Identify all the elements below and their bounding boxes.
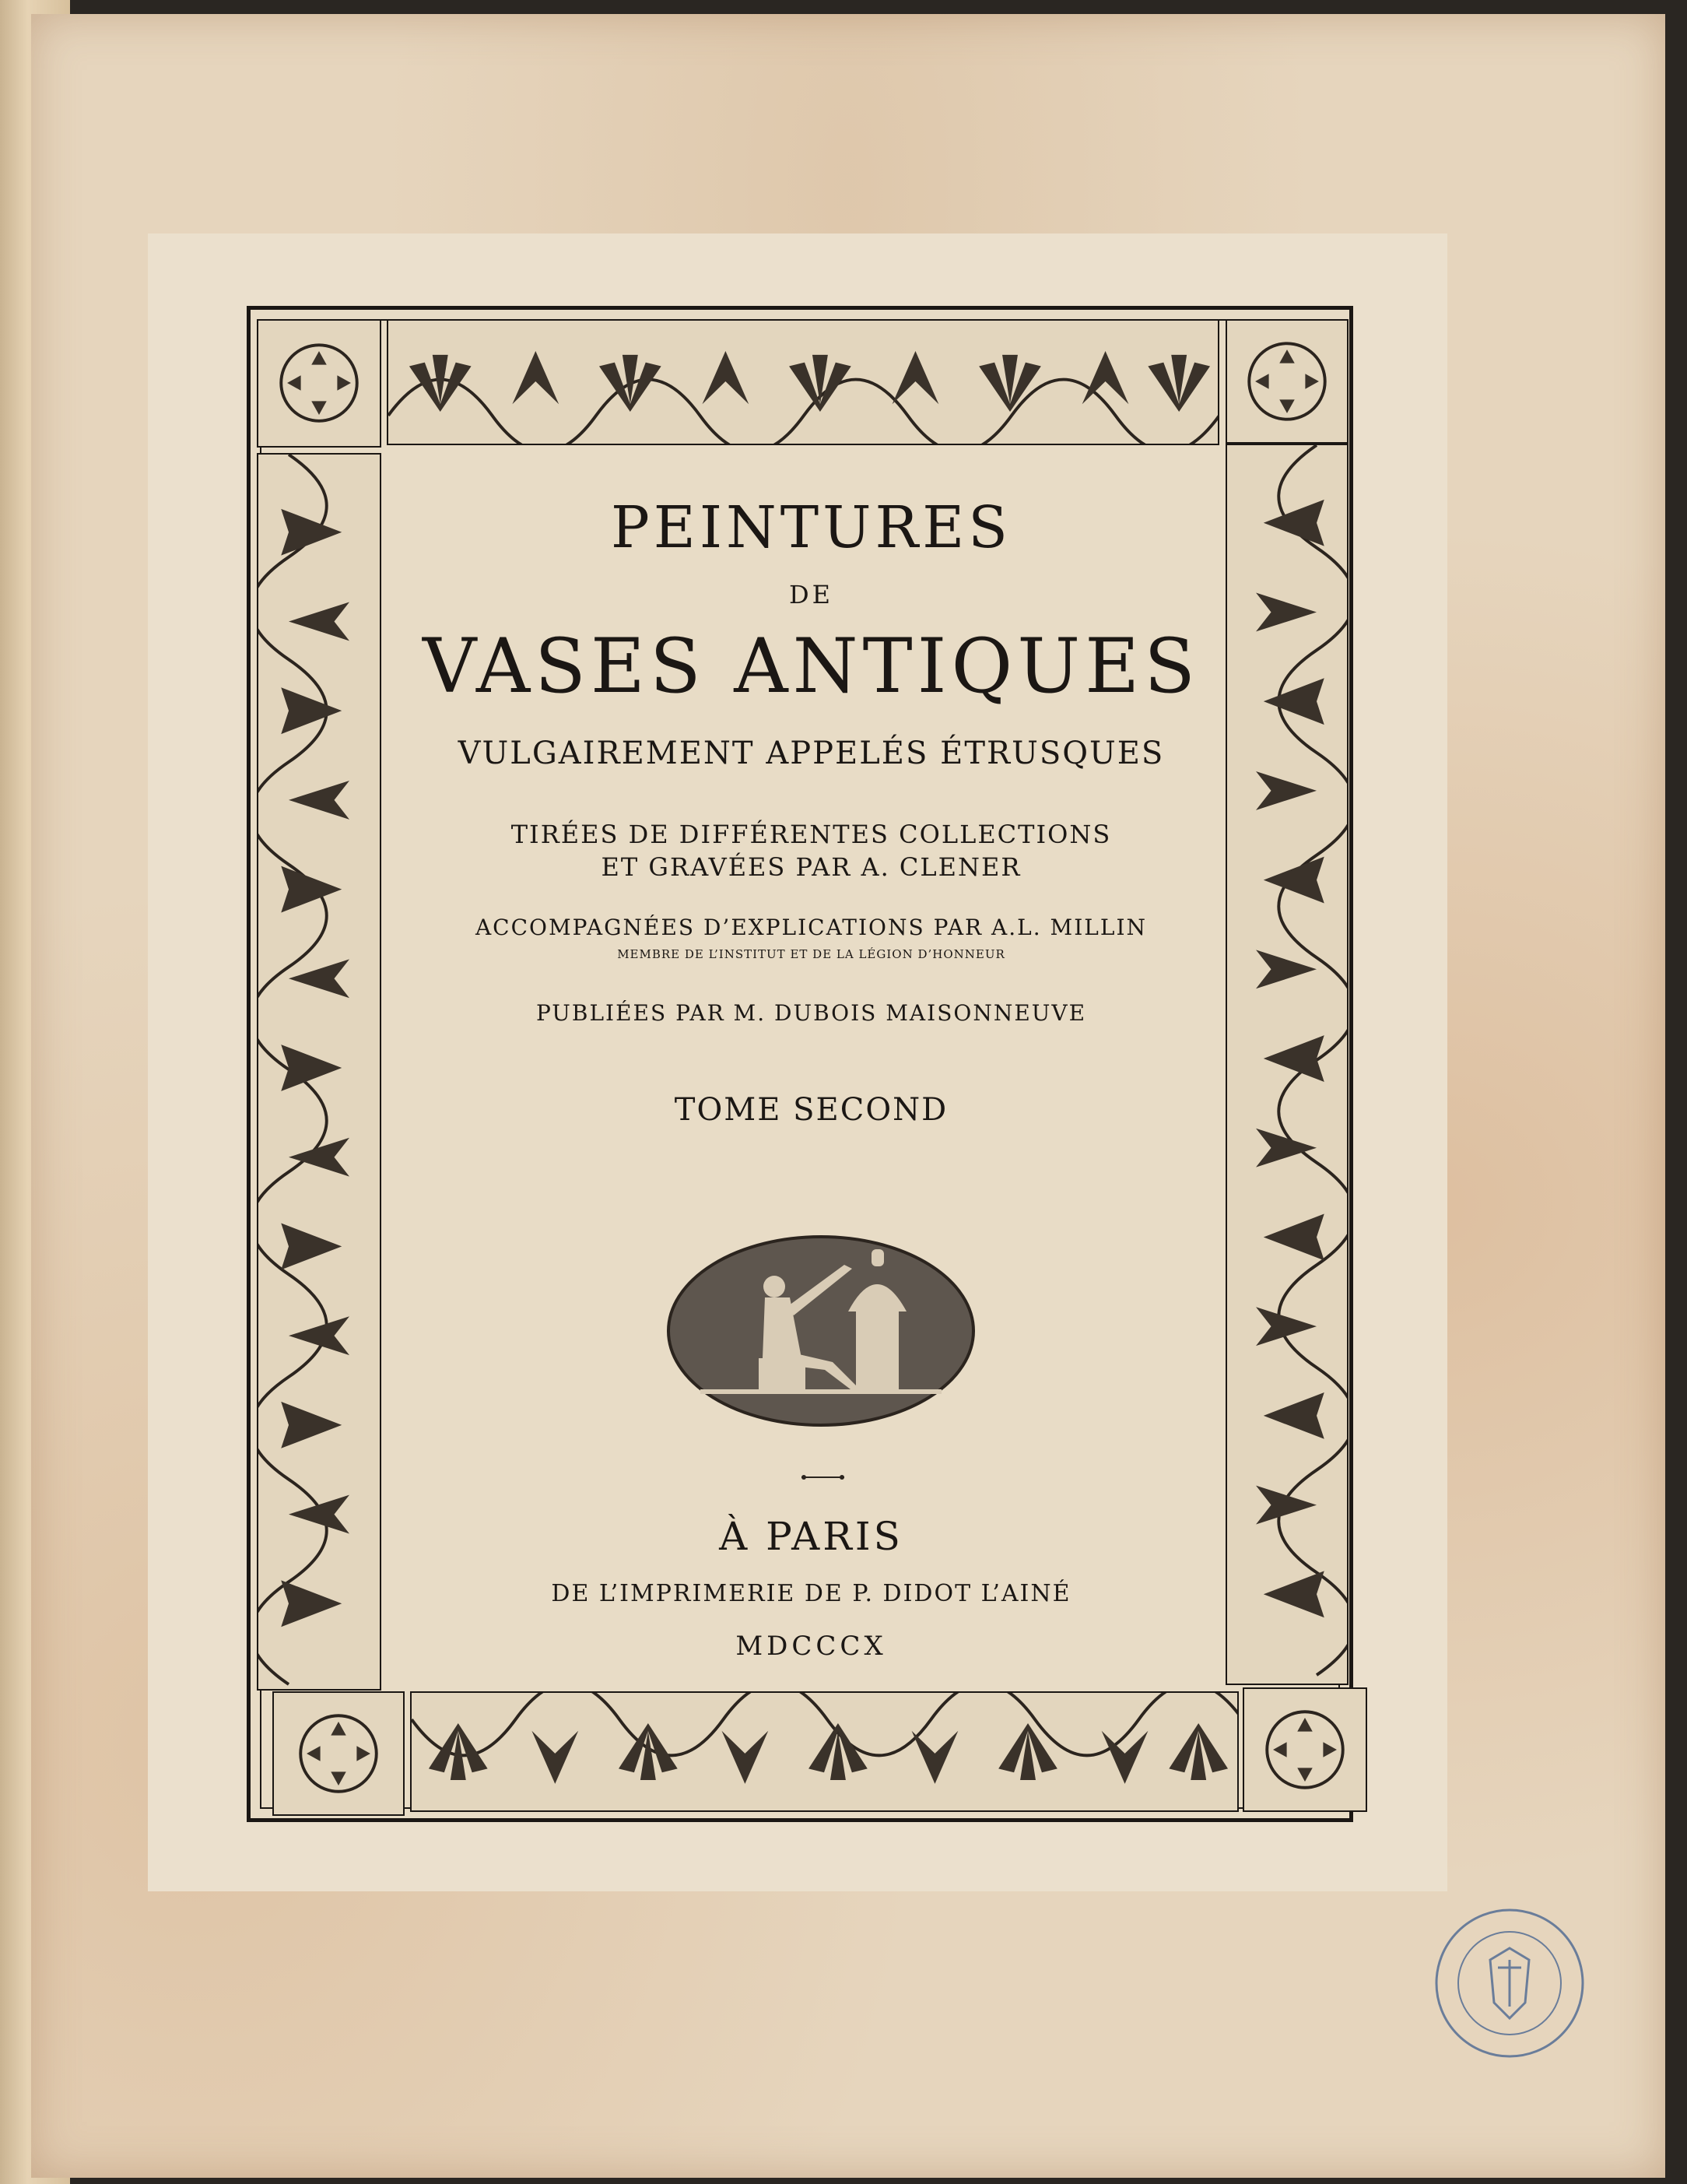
corner-rosette-bottom-right xyxy=(1243,1687,1367,1812)
decorative-rule xyxy=(801,1473,844,1481)
corner-rosette-top-left xyxy=(257,319,381,448)
oval-vignette-seated-figure xyxy=(665,1234,977,1428)
imprint-printer: DE L’IMPRIMERIE DE P. DIDOT L’AINÉ xyxy=(551,1580,1071,1607)
title-line-de: DE xyxy=(788,580,833,609)
subtitle-engraver: ET GRAVÉES PAR A. CLENER xyxy=(601,852,1022,882)
subtitle-explications: ACCOMPAGNÉES D’EXPLICATIONS PAR A.L. MILLIN xyxy=(475,915,1148,940)
imprint-year: MDCCCX xyxy=(735,1631,887,1662)
border-top-palmettes xyxy=(387,319,1219,445)
border-left-palmettes xyxy=(257,453,381,1691)
title-line-peintures: PEINTURES xyxy=(611,494,1012,561)
subtitle-collections: TIRÉES DE DIFFÉRENTES COLLECTIONS xyxy=(510,820,1112,849)
imprint-place: À PARIS xyxy=(719,1514,903,1559)
title-line-vases-antiques: VASES ANTIQUES xyxy=(423,623,1200,710)
border-right-palmettes xyxy=(1226,444,1349,1685)
subtitle-etrusques: VULGAIREMENT APPELÉS ÉTRUSQUES xyxy=(458,736,1165,771)
volume-label: TOME SECOND xyxy=(674,1092,949,1128)
library-stamp xyxy=(1432,1905,1587,2061)
subtitle-publisher: PUBLIÉES PAR M. DUBOIS MAISONNEUVE xyxy=(535,1000,1087,1026)
subtitle-membre: MEMBRE DE L’INSTITUT ET DE LA LÉGION D’HONNEUR xyxy=(617,947,1005,961)
border-bottom-palmettes xyxy=(410,1691,1239,1812)
corner-rosette-top-right xyxy=(1226,319,1349,444)
corner-rosette-bottom-left xyxy=(272,1691,405,1816)
